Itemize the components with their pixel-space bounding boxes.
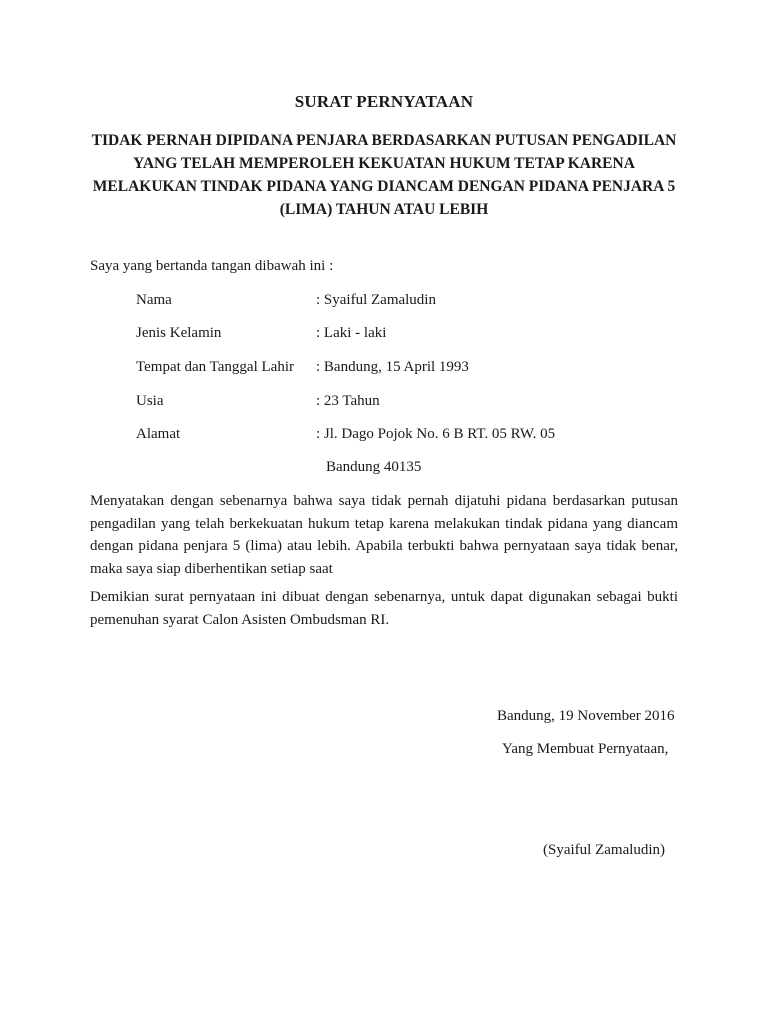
field-tempat-tanggal-lahir [136, 359, 469, 376]
subtitle-line: YANG TELAH MEMPEROLEH KEKUATAN HUKUM TETAP KARENA [133, 155, 635, 172]
paragraph-line: pengadilan yang telah berkekuatan hukum tetap karena melakukan tindak pidana yang diancam [90, 515, 678, 532]
field-label: Tempat dan Tanggal Lahir [136, 359, 294, 375]
field-label: Alamat [136, 426, 181, 442]
field-value: : Jl. Dago Pojok No. 6 B RT. 05 RW. 05 [316, 426, 556, 442]
place-date: Bandung, 19 November 2016 [497, 708, 675, 724]
field-label: Usia [136, 393, 164, 409]
intro-text: Saya yang bertanda tangan dibawah ini : [90, 258, 334, 274]
field-value: : 23 Tahun [316, 393, 380, 409]
signer-caption: Yang Membuat Pernyataan, [502, 741, 669, 757]
field-nama [136, 292, 436, 309]
subtitle-line: (LIMA) TAHUN ATAU LEBIH [279, 201, 489, 218]
field-alamat [136, 426, 555, 443]
paragraph-line: pemenuhan syarat Calon Asisten Ombudsman RI. [90, 611, 390, 628]
field-jenis-kelamin [136, 325, 386, 342]
field-value: : Bandung, 15 April 1993 [316, 359, 469, 375]
document-subtitle [90, 129, 678, 221]
signer-name: (Syaiful Zamaludin) [543, 842, 666, 858]
field-value: : Laki - laki [316, 325, 387, 341]
document-title: SURAT PERNYATAAN [294, 92, 474, 111]
field-usia [136, 393, 380, 410]
paragraph-line: Menyatakan dengan sebenarnya bahwa saya tidak pernah dijatuhi pidana berdasarkan putusan [90, 493, 678, 509]
field-label: Jenis Kelamin [136, 325, 222, 341]
field-value: : Syaiful Zamaludin [316, 292, 436, 308]
paragraph-line: dengan pidana penjara 5 (lima) atau lebih. Apabila terbukti bahwa pernyataan saya tidak benar, [90, 538, 678, 554]
subtitle-line: MELAKUKAN TINDAK PIDANA YANG DIANCAM DENGAN PIDANA PENJARA 5 [92, 178, 676, 195]
paragraph-line: Demikian surat pernyataan ini dibuat dengan sebenarnya, untuk dapat digunakan sebagai bukti [90, 589, 678, 605]
address-line-2: Bandung 40135 [326, 459, 422, 475]
subtitle-line: TIDAK PERNAH DIPIDANA PENJARA BERDASARKAN PUTUSAN PENGADILAN [91, 132, 677, 149]
closing-paragraph [90, 586, 678, 631]
field-label: Nama [136, 292, 172, 308]
statement-paragraph [90, 490, 678, 580]
paragraph-line: maka saya siap diberhentikan setiap saat [90, 560, 333, 577]
